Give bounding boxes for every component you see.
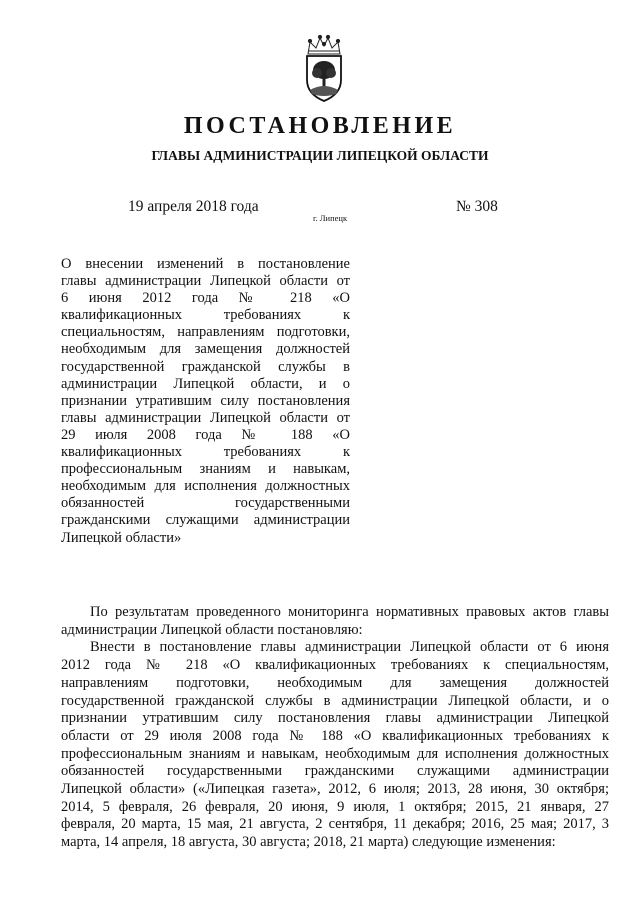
body-line: области от 29 июля 2008 года № 188 «О квалификационных требованиях к [61,727,609,744]
subject-line: квалификационных требованиях к [61,307,350,324]
subject-line: главы администрации Липецкой области от [61,273,350,290]
body-line: Липецкой области» («Липецкая газета», 2012, 6 июля; 2013, 28 июня, 30 октября; [61,781,609,798]
document-subject [61,256,350,547]
body-line: По результатам проведенного мониторинга нормативных правовых актов главы [90,604,609,620]
subject-line: 6 июня 2012 года № 218 «О [61,290,350,307]
body-line: 2014, 5 февраля, 26 февраля, 20 июня, 9 июля, 1 октября; 2015, 21 января, 27 [61,798,609,815]
subject-line: необходимым для замещения должностей [61,341,350,358]
body-line: государственной гражданской службы в администрации Липецкой области, и о [61,692,609,709]
document-number: № 308 [456,198,498,215]
document-body [61,604,609,852]
body-line: обязанностей государственными гражданскими служащими администрации [61,763,609,780]
body-line: марта, 14 апреля, 18 августа, 30 августа; 2018, 21 марта) следующие изменения: [61,834,556,851]
subject-line: специальностям, направлениям подготовки, [61,324,350,341]
document-city: г. Липецк [313,213,348,223]
subject-line: признании утратившим силу постановления [61,392,350,409]
body-line: 2012 года № 218 «О квалификационных требованиях к специальностям, [61,657,609,674]
document-date: 19 апреля 2018 года [128,198,259,215]
body-line: признании утратившим силу постановления главы администрации Липецкой [61,710,609,727]
subject-line: гражданскими служащими администрации [61,512,350,529]
subject-line: 29 июля 2008 года № 188 «О [61,426,350,443]
subject-line: государственной гражданской службы в [61,358,350,375]
subject-line: Липецкой области» [61,529,182,546]
document-subtitle: ГЛАВЫ АДМИНИСТРАЦИИ ЛИПЕЦКОЙ ОБЛАСТИ [151,148,489,163]
subject-line: необходимым для исполнения должностных [61,478,350,495]
subject-line: О внесении изменений в постановление [61,256,350,272]
subject-line: профессиональным знаниям и навыкам, [61,461,350,478]
lipetsk-coat-of-arms-icon [300,34,348,104]
subject-line: администрации Липецкой области, и о [61,375,350,392]
document-title: ПОСТАНОВЛЕНИЕ [183,113,457,139]
body-line: администрации Липецкой области постановляю: [61,621,363,638]
body-line: Внести в постановление главы администрации Липецкой области от 6 июня [90,639,609,656]
subject-line: квалификационных требованиях к [61,444,350,461]
body-line: февраля, 20 марта, 15 мая, 21 августа, 2 сентября, 11 декабря; 2016, 25 мая; 2017, 3 [61,816,609,833]
body-line: профессиональным знаниям и навыкам, необходимым для исполнения должностных [61,745,609,762]
subject-line: главы администрации Липецкой области от [61,409,350,426]
subject-line: обязанностей государственными [61,495,350,512]
body-line: направлениям подготовки, необходимым для замещения должностей [61,674,609,691]
